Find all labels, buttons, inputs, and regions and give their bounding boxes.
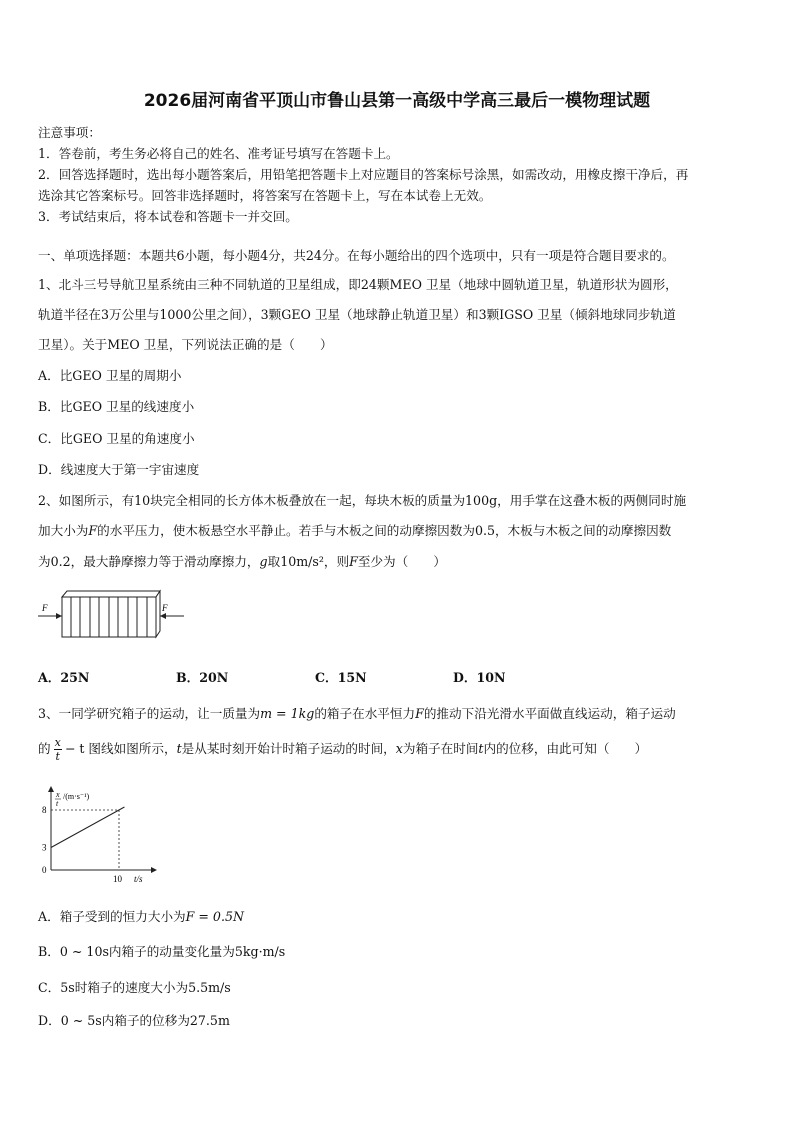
force-label-right: F: [162, 603, 168, 613]
notice-item: 选涂其它答案标号。回答非选择题时，将答案写在答题卡上，写在本试卷上无效。: [38, 188, 492, 203]
y-axis-label-unit: /(m·s⁻¹): [63, 792, 90, 801]
notice-item: 3．考试结束后，将本试卷和答题卡一并交回。: [38, 209, 298, 224]
x-tick-label: 10: [113, 874, 122, 884]
option-a: A．25N: [38, 670, 90, 685]
option-d: D．0 ~ 5s内箱子的位移为27.5m: [38, 1013, 230, 1028]
question-2-stem: 为0.2，最大静摩擦力等于滑动摩擦力，g取10m/s²，则F至少为（ ）: [38, 554, 447, 569]
option-c: C．比GEO 卫星的角速度小: [38, 431, 195, 446]
option-b: B．比GEO 卫星的线速度小: [38, 399, 195, 414]
option-a: A．比GEO 卫星的周期小: [38, 368, 182, 383]
notice-item: 2．回答选择题时，选出每小题答案后，用铅笔把答题卡上对应题目的答案标号涂黑，如需改动，用橡皮擦干净后，再: [38, 167, 689, 182]
section-heading: 一、单项选择题：本题共6小题，每小题4分，共24分。在每小题给出的四个选项中，只有一项是符合题目要求的。: [38, 248, 675, 263]
question-2-stem: 2、如图所示，有10块完全相同的长方体木板叠放在一起，每块木板的质量为100g，用手掌在这叠木板的两侧同时施: [38, 493, 687, 508]
option-d: D．10N: [453, 670, 506, 685]
option-d: D．线速度大于第一宇宙速度: [38, 462, 200, 477]
question-2-stem: 加大小为F的水平压力，使木板悬空水平静止。若手与木板之间的动摩擦因数为0.5，木板与木板之间的动摩擦因数: [38, 523, 672, 538]
y-axis-label-den: t: [56, 799, 59, 808]
option-a: A．箱子受到的恒力大小为F = 0.5N: [38, 909, 244, 924]
stacked-boards-figure: [36, 586, 186, 648]
force-label-left: F: [42, 603, 48, 613]
y-tick-label: 8: [42, 805, 47, 815]
page-title: 2026届河南省平顶山市鲁山县第一高级中学高三最后一模物理试题: [143, 91, 651, 111]
question-1-stem: 卫星）。关于MEO 卫星，下列说法正确的是（ ）: [38, 337, 333, 352]
option-c: C．15N: [315, 670, 367, 685]
option-c: C．5s时箱子的速度大小为5.5m/s: [38, 980, 231, 995]
notice-item: 1．答卷前，考生务必将自己的姓名、准考证号填写在答题卡上。: [38, 146, 399, 161]
question-3-stem: 的 $\frac{x}{t}$ − t 图线如图所示，t是从某时刻开始计时箱子运动的时间，x为箱子在时间t内的位移，由此可知（ ）: [38, 736, 648, 763]
x-tick-label: 0: [42, 865, 47, 875]
question-3-stem: 3、一同学研究箱子的运动，让一质量为m = 1kg的箱子在水平恒力F的推动下沿光滑水平面做直线运动，箱子运动: [38, 706, 676, 721]
y-tick-label: 3: [42, 842, 47, 853]
x-axis-label: t/s: [134, 874, 143, 884]
y-axis-label-num: x: [56, 790, 60, 799]
notice-heading: 注意事项：: [38, 125, 101, 140]
question-1-stem: 1、北斗三号导航卫星系统由三种不同轨道的卫星组成，即24颗MEO 卫星（地球中圆轨道卫星，轨道形状为圆形，: [38, 277, 678, 292]
xt-graph: [34, 782, 164, 890]
data-line: [51, 807, 124, 848]
question-1-stem: 轨道半径在3万公里与1000公里之间），3颗GEO 卫星（地球静止轨道卫星）和3颗IGSO 卫星（倾斜地球同步轨道: [38, 307, 676, 322]
option-b: B．0 ~ 10s内箱子的动量变化量为5kg·m/s: [38, 944, 286, 959]
option-b: B．20N: [176, 670, 229, 685]
